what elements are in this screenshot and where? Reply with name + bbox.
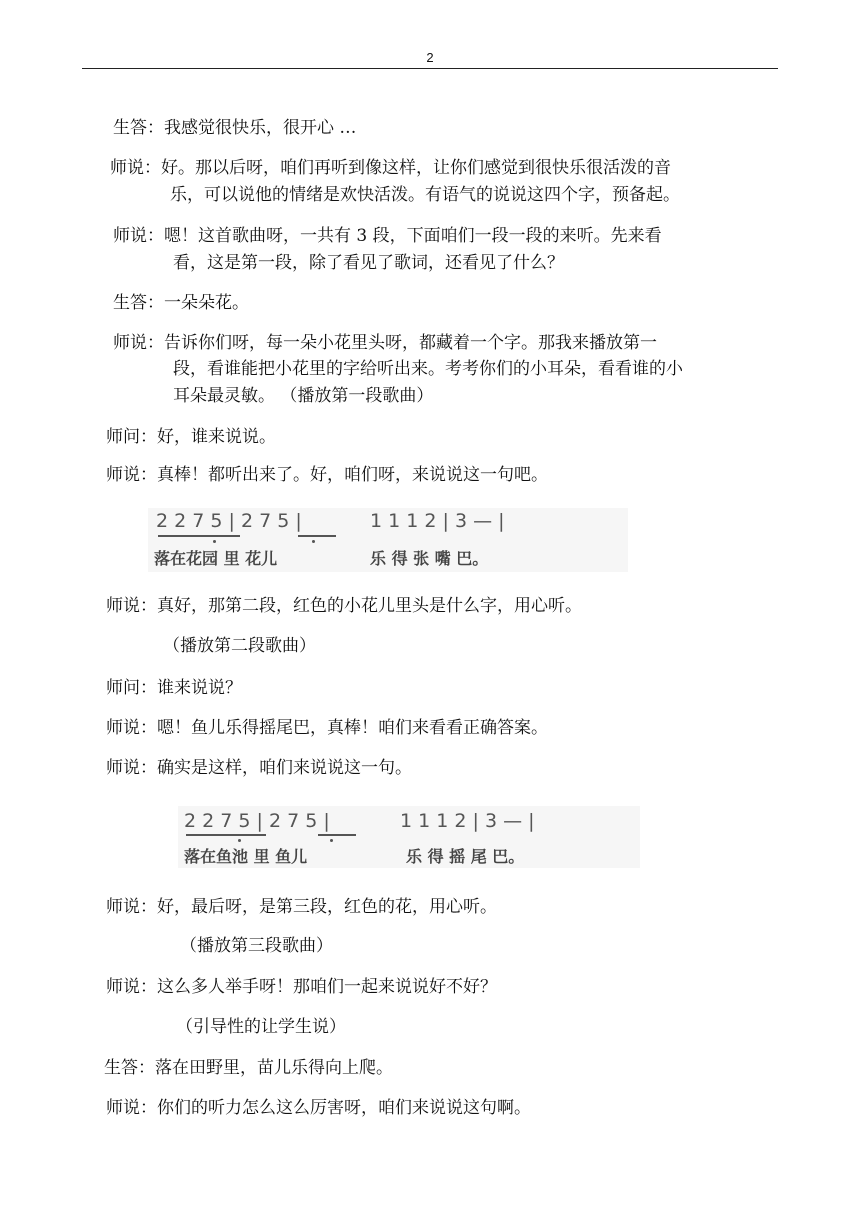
octave-dot — [330, 839, 333, 842]
speaker-label: 师说： — [106, 1098, 157, 1118]
speaker-label: 生答： — [104, 1058, 155, 1078]
speaker-label: 生答： — [113, 118, 164, 138]
score-notes-b: 1 1 1 2 | 3 — | — [400, 810, 535, 832]
dialogue-line — [106, 1096, 531, 1120]
line-text: 真好，那第二段，红色的小花儿里头是什么字，用心听。 — [157, 596, 582, 616]
score-lyrics-a: 落在花园 里 花儿 — [154, 549, 278, 568]
beam-line — [298, 535, 336, 537]
line-text: 好，谁来说说。 — [157, 427, 276, 447]
music-score-1 — [148, 508, 628, 572]
dialogue-line — [113, 116, 356, 140]
dialogue-line — [110, 156, 671, 180]
dialogue-line — [104, 1056, 393, 1080]
line-text: 告诉你们呀，每一朵小花里头呀，都藏着一个字。那我来播放第一 — [164, 333, 657, 353]
music-score-2 — [178, 806, 640, 868]
line-text: 你们的听力怎么这么厉害呀，咱们来说说这句啊。 — [157, 1098, 531, 1118]
line-text: 谁来说说？ — [157, 678, 242, 698]
octave-dot — [238, 839, 241, 842]
line-text: 确实是这样，咱们来说说这一句。 — [157, 758, 412, 778]
dialogue-line — [113, 291, 249, 315]
line-text: 这么多人举手呀！那咱们一起来说说好不好？ — [157, 977, 497, 997]
speaker-label: 师问： — [106, 427, 157, 447]
line-text: 嗯！鱼儿乐得摇尾巴，真棒！咱们来看看正确答案。 — [157, 718, 548, 738]
line-continuation: 看，这是第一段，除了看见了歌词，还看见了什么？ — [173, 253, 564, 273]
beam-line — [158, 535, 240, 537]
stage-direction: （引导性的让学生说） — [176, 1017, 346, 1037]
speaker-label: 师说： — [106, 897, 157, 917]
line-text: 一朵朵花。 — [164, 293, 249, 313]
line-continuation: 乐，可以说他的情绪是欢快活泼。有语气的说说这四个字，预备起。 — [170, 185, 680, 205]
dialogue-line — [106, 716, 548, 740]
score-lyrics-b: 乐 得 张 嘴 巴。 — [370, 549, 489, 568]
dialogue-line — [113, 331, 657, 355]
dialogue-line — [106, 463, 548, 487]
header-rule — [82, 68, 778, 69]
beam-line — [318, 834, 356, 836]
dialogue-line — [113, 224, 662, 248]
dialogue-line — [106, 895, 497, 919]
speaker-label: 生答： — [113, 293, 164, 313]
speaker-label: 师说： — [113, 226, 164, 246]
line-continuation: 耳朵最灵敏。 （播放第一段歌曲） — [173, 386, 434, 406]
line-continuation: 段，看谁能把小花里的字给听出来。考考你们的小耳朵，看看谁的小 — [173, 359, 683, 379]
line-text: 我感觉很快乐，很开心 … — [164, 118, 357, 138]
dialogue-line — [106, 425, 276, 449]
line-text: 好，最后呀，是第三段，红色的花，用心听。 — [157, 897, 497, 917]
speaker-label: 师说： — [113, 333, 164, 353]
page-number: 2 — [426, 50, 434, 65]
line-text: 真棒！都听出来了。好，咱们呀，来说说这一句吧。 — [157, 465, 548, 485]
beam-line — [186, 834, 266, 836]
dialogue-line — [106, 756, 412, 780]
speaker-label: 师说： — [110, 158, 161, 178]
score-notes-a: 2 2 7 5 | 2 7 5 | — [184, 810, 330, 832]
speaker-label: 师说： — [106, 596, 157, 616]
stage-direction: （播放第三段歌曲） — [180, 936, 333, 956]
score-notes-b: 1 1 1 2 | 3 — | — [370, 510, 505, 532]
line-text: 好。那以后呀，咱们再听到像这样，让你们感觉到很快乐很活泼的音 — [161, 158, 671, 178]
octave-dot — [213, 540, 216, 543]
score-notes-a: 2 2 7 5 | 2 7 5 | — [156, 510, 302, 532]
dialogue-line — [106, 594, 582, 618]
score-lyrics-b: 乐 得 摇 尾 巴。 — [406, 847, 525, 866]
octave-dot — [312, 540, 315, 543]
dialogue-line — [106, 676, 242, 700]
speaker-label: 师说： — [106, 758, 157, 778]
speaker-label: 师说： — [106, 465, 157, 485]
line-text: 落在田野里，苗儿乐得向上爬。 — [155, 1058, 393, 1078]
stage-direction: （播放第二段歌曲） — [163, 636, 316, 656]
score-lyrics-a: 落在鱼池 里 鱼儿 — [184, 847, 308, 866]
speaker-label: 师问： — [106, 678, 157, 698]
dialogue-line — [106, 975, 497, 999]
speaker-label: 师说： — [106, 718, 157, 738]
line-text: 嗯！这首歌曲呀，一共有 3 段，下面咱们一段一段的来听。先来看 — [164, 226, 662, 246]
speaker-label: 师说： — [106, 977, 157, 997]
